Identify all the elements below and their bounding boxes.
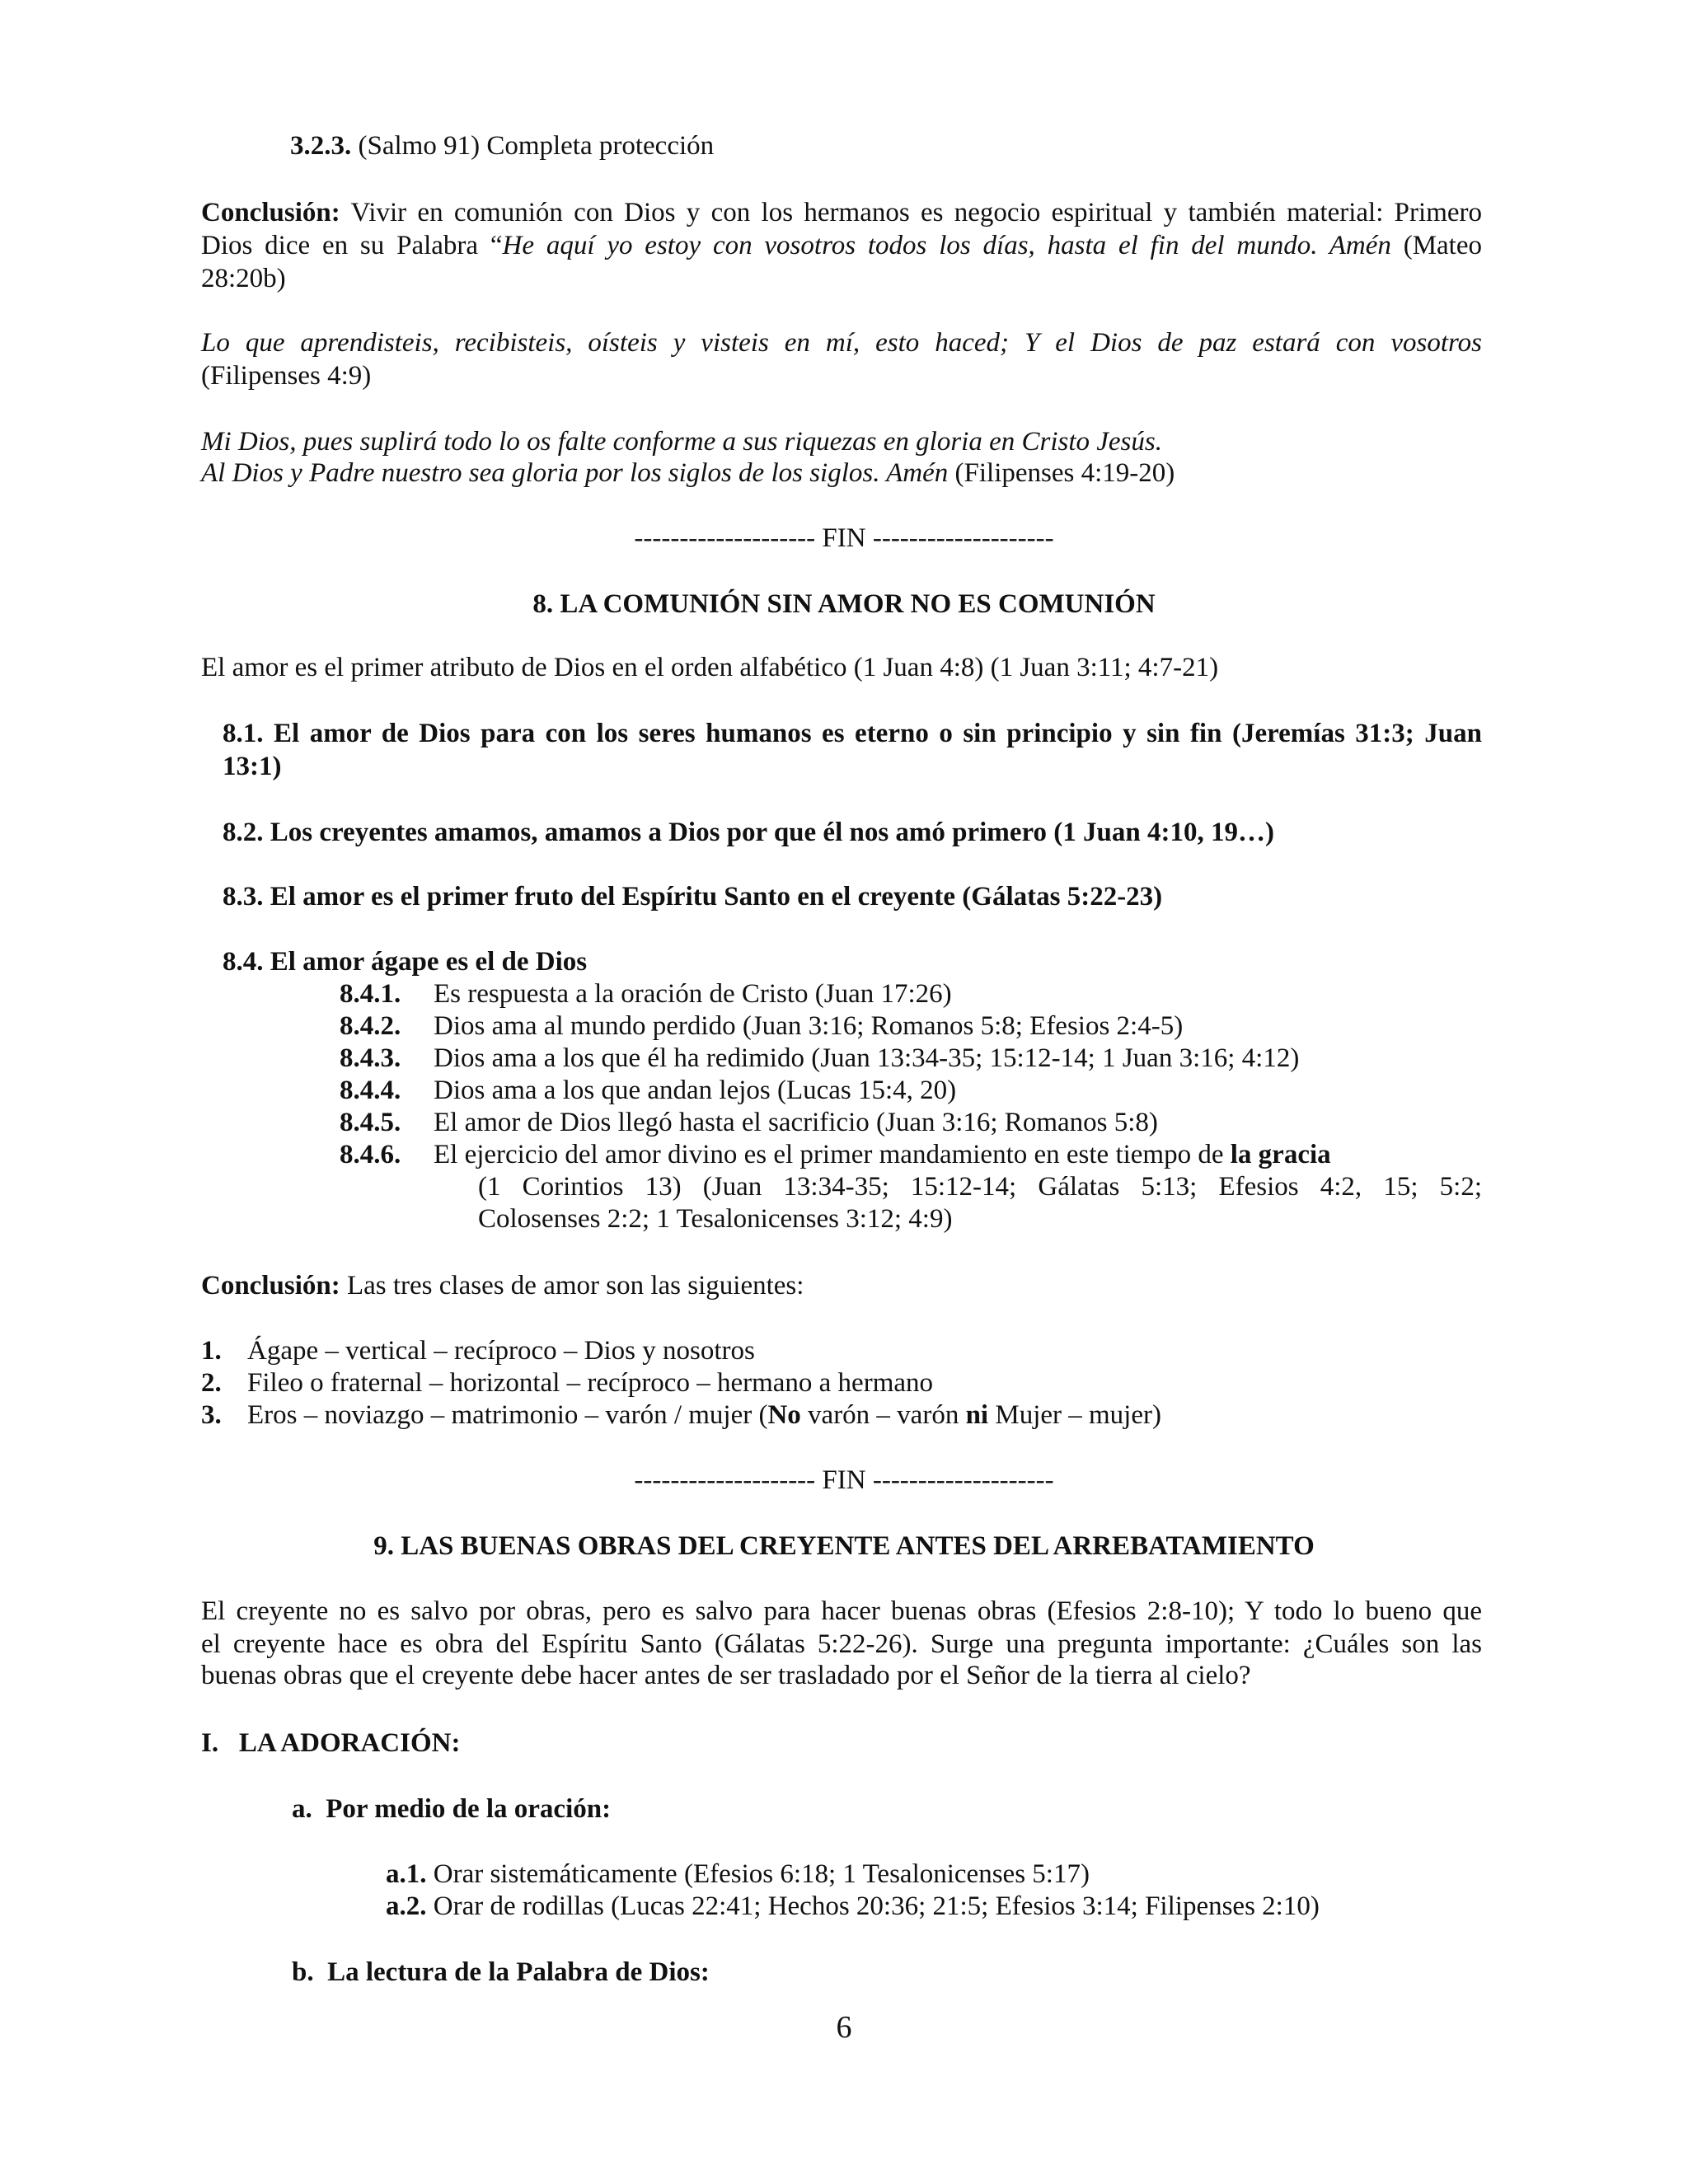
subitem-number: 8.4.1.: [340, 979, 401, 1009]
scripture-ref: (Filipenses 4:19-20): [948, 458, 1175, 488]
love-type-2: [201, 1366, 933, 1399]
subitem-8-4-4: [340, 1074, 956, 1107]
list-number: 2.: [201, 1368, 222, 1398]
list-text: Mujer – mujer): [988, 1400, 1161, 1430]
subheading-lectura: b. La lectura de la Palabra de Dios:: [292, 1957, 710, 1987]
list-text: Fileo o fraternal – horizontal – recíproco – hermano a hermano: [247, 1368, 934, 1398]
subitem-number: 8.4.3.: [340, 1043, 401, 1073]
item-8-1: [223, 717, 1482, 750]
item-number: 3.2.3.: [290, 131, 352, 161]
scripture-ref: (Mateo: [1390, 231, 1482, 260]
section-8-intro: El amor es el primer atributo de Dios en el orden alfabético (1 Juan 4:8) (1 Juan 3:11; 4:7-21): [201, 653, 1219, 682]
subitem-8-4-2: [340, 1010, 1183, 1043]
item-8-4: 8.4. El amor ágape es el de Dios: [223, 947, 588, 977]
subitem-text: Dios ama a los que andan lejos (Lucas 15:4, 20): [434, 1076, 957, 1105]
list-number: 3.: [201, 1400, 222, 1430]
item-text: (Salmo 91) Completa protección: [358, 131, 715, 161]
refs-line1: (1 Corintios 13) (Juan 13:34-35; 15:12-14; Gálatas 5:13; Efesios 4:2, 15; 5:2;: [478, 1172, 1482, 1202]
section-heading-8: 8. LA COMUNIÓN SIN AMOR NO ES COMUNIÓN: [532, 589, 1156, 619]
subitem-8-4-1: [340, 977, 952, 1010]
item-number: a.1.: [386, 1859, 427, 1889]
conclusion-text: Las tres clases de amor son las siguientes:: [340, 1271, 804, 1301]
subitem-text: Dios ama a los que él ha redimido (Juan 13:34-35; 15:12-14; 1 Juan 3:16; 4:12): [434, 1043, 1300, 1073]
conclusion-2: [201, 1269, 804, 1302]
scripture-quote-1: [201, 326, 1482, 359]
subitem-number: 8.4.6.: [340, 1140, 401, 1169]
page-number: 6: [836, 2010, 852, 2045]
conclusion-label: Conclusión:: [201, 198, 340, 227]
subitem-number: 8.4.2.: [340, 1011, 401, 1041]
scripture-ref-1: (Filipenses 4:9): [201, 361, 372, 391]
para-line3: buenas obras que el creyente debe hacer antes de ser trasladado por el Señor de la tierra al cielo?: [201, 1661, 1251, 1690]
conclusion-paragraph: [201, 196, 1482, 262]
list-text: Ágape – vertical – recíproco – Dios y nosotros: [247, 1336, 755, 1366]
quote-text: Al Dios y Padre nuestro sea gloria por los siglos de los siglos. Amén: [201, 458, 949, 488]
scripture-quote-2: [201, 425, 1162, 458]
love-type-3: [201, 1399, 1161, 1432]
subitem-text: El ejercicio del amor divino es el primer mandamiento en este tiempo de: [434, 1140, 1231, 1169]
subitem-emphasis: la gracia: [1230, 1140, 1331, 1169]
subitem-8-4-5: [340, 1106, 1158, 1139]
conclusion-text-line3: 28:20b): [201, 264, 286, 293]
refs-line2: Colosenses 2:2; 1 Tesalonicenses 3:12; 4:9): [478, 1204, 953, 1234]
subheading-oracion: a. Por medio de la oración:: [292, 1794, 612, 1824]
subitem-8-4-3: [340, 1042, 1299, 1075]
conclusion-text-line2: Dios dice en su Palabra “: [201, 231, 503, 260]
conclusion-text-line1: Vivir en comunión con Dios y con los hermanos es negocio espiritual y también material: Primero: [350, 198, 1482, 227]
item-text: Orar sistemáticamente (Efesios 6:18; 1 Tesalonicenses 5:17): [426, 1859, 1090, 1889]
list-emphasis: No: [767, 1400, 801, 1430]
item-text: Orar de rodillas (Lucas 22:41; Hechos 20:36; 21:5; Efesios 3:14; Filipenses 2:10): [426, 1891, 1320, 1921]
section-heading-9: 9. LAS BUENAS OBRAS DEL CREYENTE ANTES DEL ARREBATAMIENTO: [373, 1531, 1315, 1561]
item-8-2: 8.2. Los creyentes amamos, amamos a Dios por que él nos amó primero (1 Juan 4:10, 19…): [223, 818, 1274, 847]
para-line1: El creyente no es salvo por obras, pero es salvo para hacer buenas obras (Efesios 2:8-10); Y todo lo bueno que: [201, 1596, 1482, 1626]
subitem-8-4-6-refs: [478, 1170, 1482, 1203]
subitem-text: Dios ama al mundo perdido (Juan 3:16; Romanos 5:8; Efesios 2:4-5): [434, 1011, 1184, 1041]
quote-text: Mi Dios, pues suplirá todo lo os falte conforme a sus riquezas en gloria en Cristo Jesús.: [201, 427, 1162, 457]
item-a1: [386, 1858, 1090, 1891]
subitem-text: El amor de Dios llegó hasta el sacrificio (Juan 3:16; Romanos 5:8): [434, 1108, 1158, 1137]
subitem-text: Es respuesta a la oración de Cristo (Juan 17:26): [434, 979, 952, 1009]
subitem-number: 8.4.5.: [340, 1108, 401, 1137]
scripture-quote-3: [201, 457, 1175, 490]
fin-divider: -------------------- FIN --------------------: [634, 1465, 1054, 1495]
item-a2: [386, 1890, 1320, 1923]
love-type-1: [201, 1334, 755, 1367]
roman-heading-adoracion: I. LA ADORACIÓN:: [201, 1728, 461, 1758]
item-8-3: 8.3. El amor es el primer fruto del Espíritu Santo en el creyente (Gálatas 5:22-23): [223, 882, 1163, 912]
quote-text: Lo que aprendisteis, recibisteis, oísteis y visteis en mí, esto haced; Y el Dios de paz estará con vosotros: [201, 328, 1482, 358]
subitem-8-4-6: [340, 1138, 1331, 1171]
para-line2: el creyente hace es obra del Espíritu Santo (Gálatas 5:22-26). Surge una pregunta importante: ¿Cuáles son las: [201, 1629, 1482, 1659]
item-number: a.2.: [386, 1891, 427, 1921]
list-number: 1.: [201, 1336, 222, 1366]
outline-item-3-2-3: [290, 129, 714, 162]
list-emphasis: ni: [965, 1400, 989, 1430]
item-8-1-line1: 8.1. El amor de Dios para con los seres humanos es eterno o sin principio y sin fin (Jeremías 31:3; Juan: [223, 719, 1482, 748]
list-text: varón – varón: [800, 1400, 966, 1430]
scripture-quote: He aquí yo estoy con vosotros todos los días, hasta el fin del mundo. Amén: [502, 231, 1391, 260]
subitem-number: 8.4.4.: [340, 1076, 401, 1105]
fin-divider: -------------------- FIN --------------------: [634, 523, 1054, 553]
list-text: Eros – noviazgo – matrimonio – varón / mujer (: [247, 1400, 768, 1430]
conclusion-label: Conclusión:: [201, 1271, 340, 1301]
section-9-paragraph: [201, 1595, 1482, 1661]
item-8-1-line2: 13:1): [223, 752, 282, 781]
